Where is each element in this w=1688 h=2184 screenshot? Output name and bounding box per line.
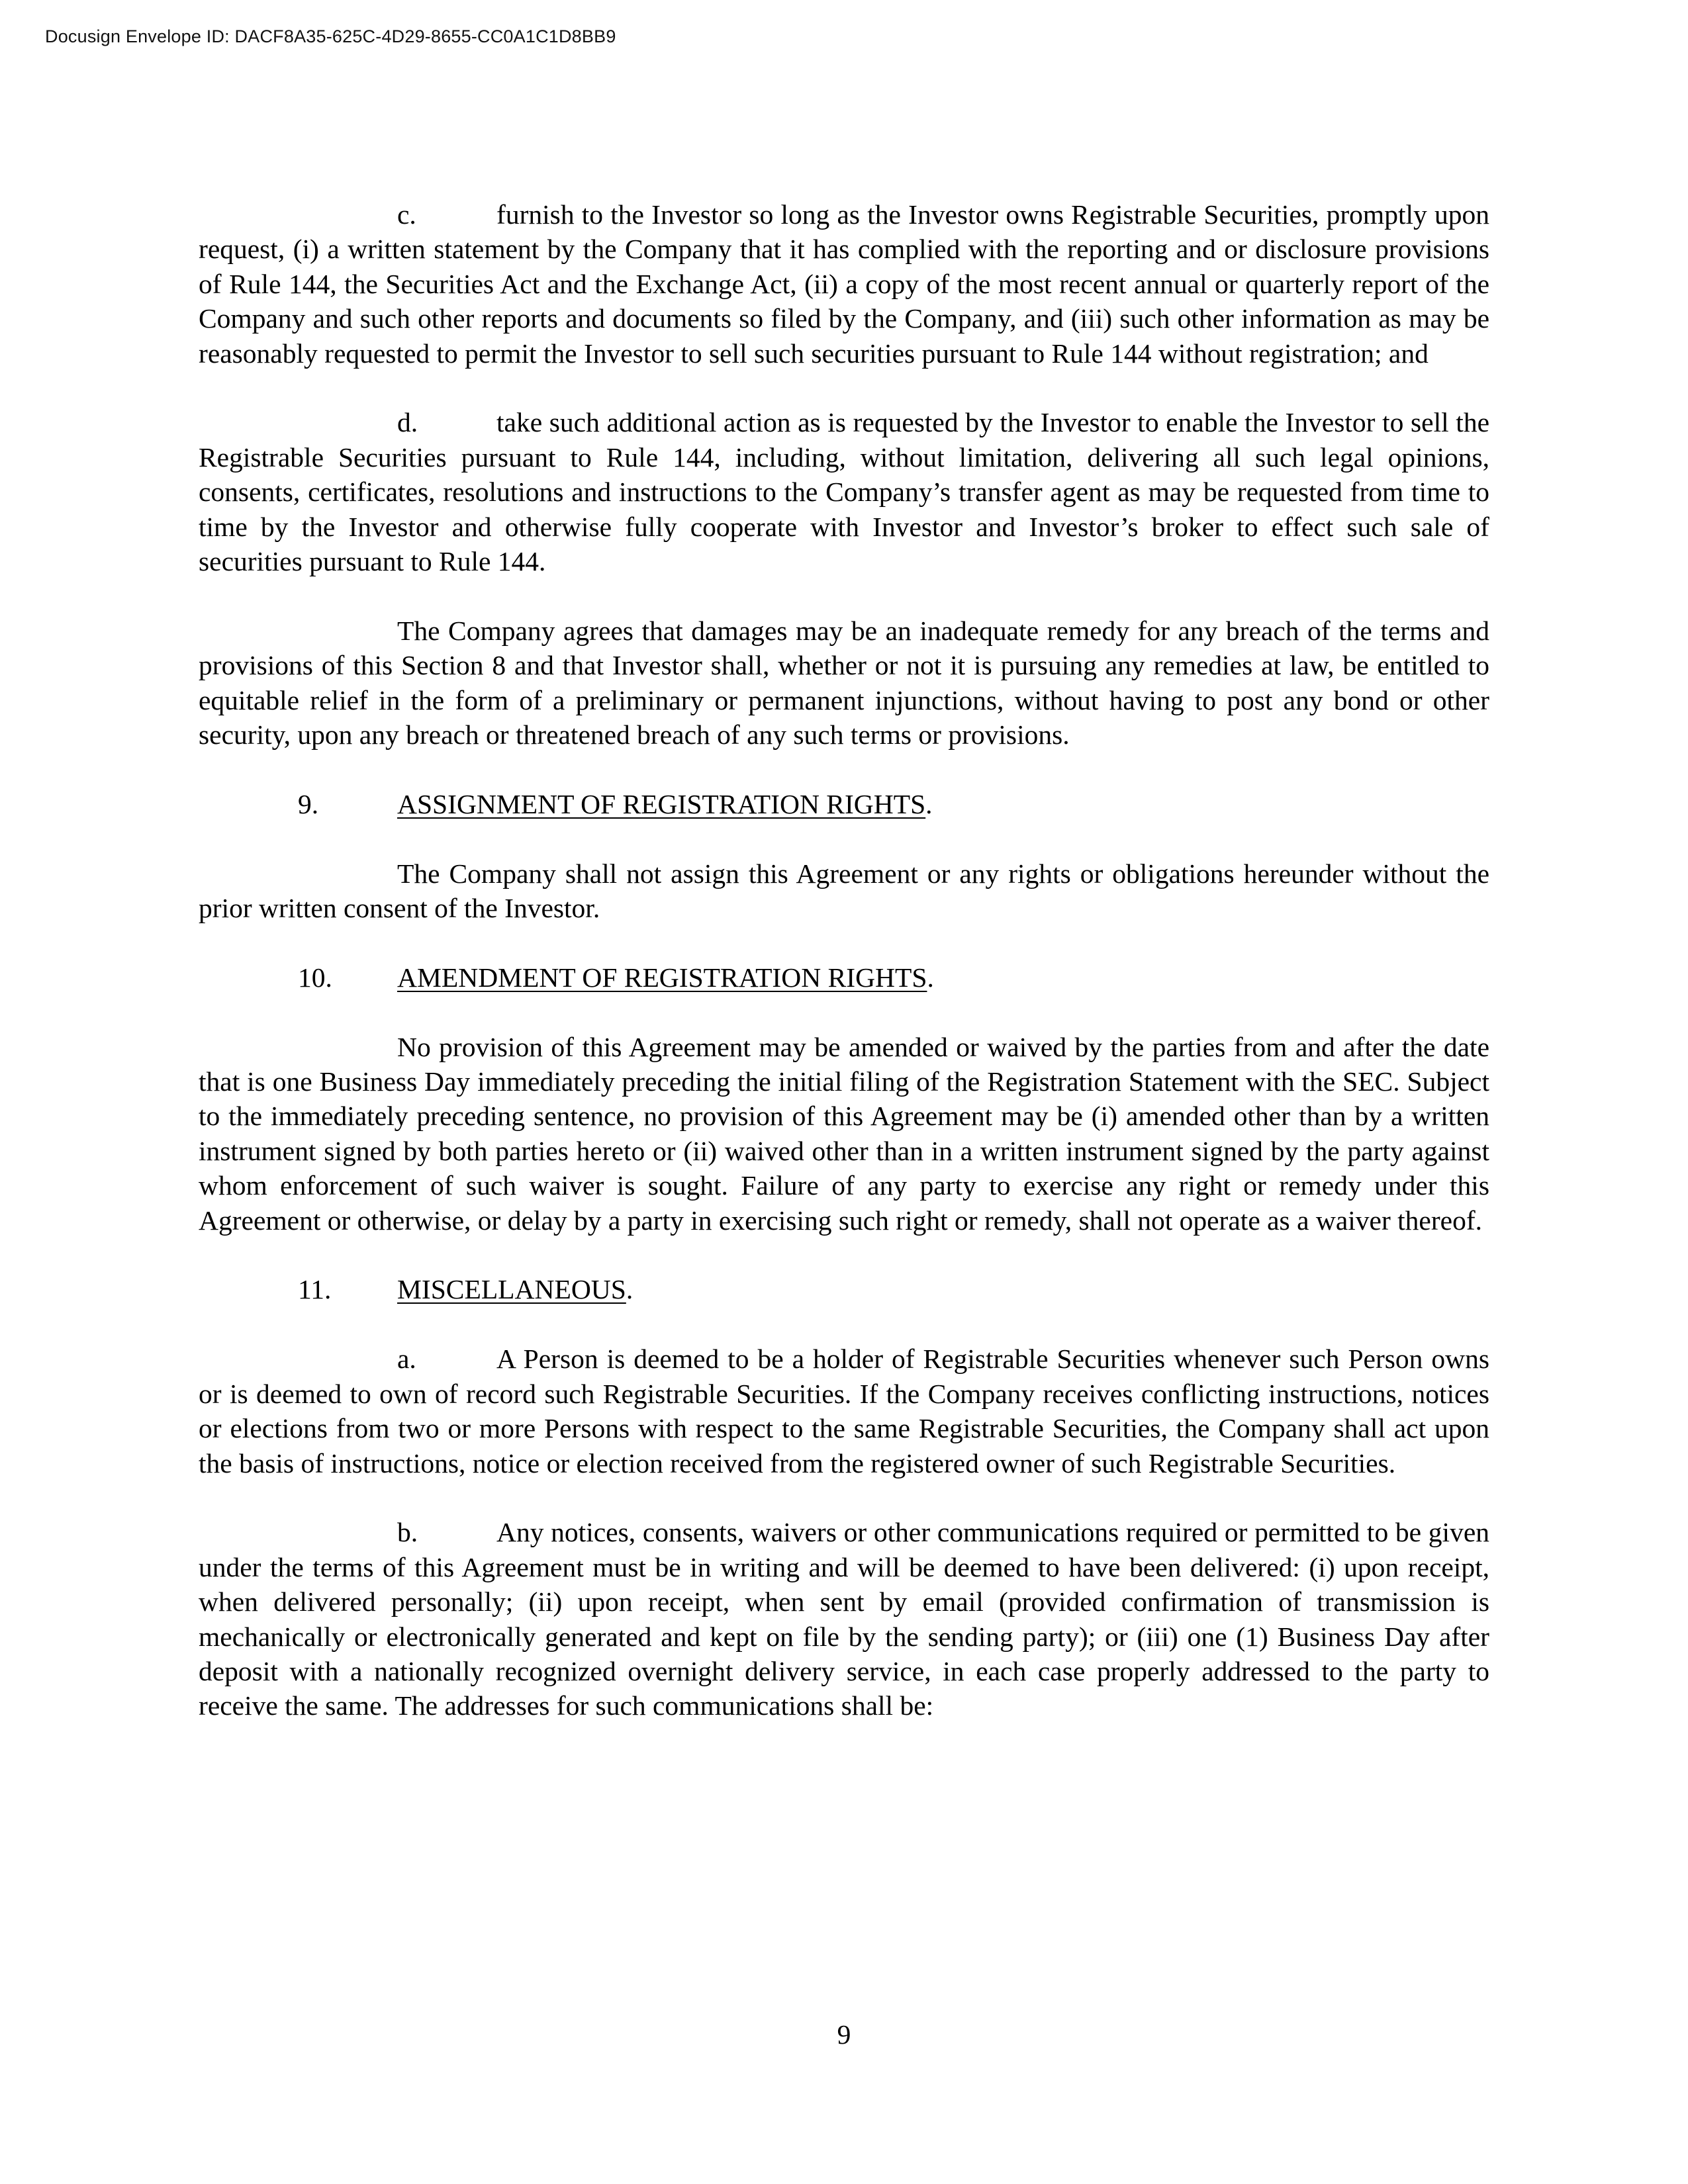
paragraph-label: c. — [397, 199, 416, 230]
paragraph-label: b. — [397, 1517, 418, 1548]
section-title-end: . — [927, 962, 934, 993]
section-title: AMENDMENT OF REGISTRATION RIGHTS — [397, 962, 927, 993]
paragraph-text: furnish to the Investor so long as the Investor owns Registrable Securities, promptly upon request, (i) a written statement by the Company that it has complied with the reporting and or disclosure provisions of Rule 144, the Securities Act and the Exchange Act, (ii) a copy of the most recent annual or quarterly report of the Company and such other reports and documents so filed by the Company, and (iii) such other information as may be reasonably requested to permit the Investor to sell such securities pursuant to Rule 144 without registration; and — [199, 199, 1489, 369]
docusign-envelope-id: Docusign Envelope ID: DACF8A35-625C-4D29-8655-CC0A1C1D8BB9 — [45, 26, 616, 46]
paragraph-misc-b — [199, 1515, 1489, 1723]
paragraph-text: A Person is deemed to be a holder of Registrable Securities whenever such Person owns or is deemed to own of record such Registrable Securities. If the Company receives conflicting instructions, notices or elections from two or more Persons with respect to the same Registrable Securities, the Company shall act upon the basis of instructions, notice or election received from the registered owner of such Registrable Securities. — [199, 1343, 1489, 1479]
section-9-heading — [199, 787, 1489, 821]
paragraph-label: d. — [397, 407, 418, 438]
section-title: ASSIGNMENT OF REGISTRATION RIGHTS — [397, 788, 926, 819]
paragraph-label: a. — [397, 1343, 416, 1375]
section-title-end: . — [626, 1274, 633, 1305]
section-title-end: . — [925, 788, 933, 819]
paragraph-text: take such additional action as is requested by the Investor to enable the Investor to sell the Registrable Securities pursuant to Rule 144, including, without limitation, delivering all such legal opinions, consents, certificates, resolutions and instructions to the Company’s transfer agent as may be requested from time to time by the Investor and otherwise fully cooperate with Investor and Investor’s broker to effect such sale of securities pursuant to Rule 144. — [199, 407, 1489, 577]
paragraph-d — [199, 405, 1489, 578]
section-number: 11. — [298, 1274, 332, 1305]
paragraph-c — [199, 197, 1489, 371]
paragraph-remedy: The Company agrees that damages may be an inadequate remedy for any breach of the terms and provisions of this Section 8 and that Investor shall, whether or not it is pursuing any remedies at law, be entitled to equitable relief in the form of a preliminary or permanent injunctions, without having to post any bond or other security, upon any breach or threatened breach of any such terms or provisions. — [199, 615, 1489, 751]
document-body — [199, 197, 1489, 1723]
section-number: 10. — [298, 962, 332, 993]
section-10-body: No provision of this Agreement may be amended or waived by the parties from and after the date that is one Business Day immediately preceding the initial filing of the Registration Statement with the SEC. Subject to the immediately preceding sentence, no provision of this Agreement may be (i) amended other than by a written instrument signed by both parties hereto or (ii) waived other than in a written instrument signed by the party against whom enforcement of such waiver is sought. Failure of any party to exercise any right or remedy under this Agreement or otherwise, or delay by a party in exercising such right or remedy, shall not operate as a waiver thereof. — [199, 1031, 1489, 1236]
section-10-heading — [199, 960, 1489, 995]
paragraph-misc-a — [199, 1342, 1489, 1480]
section-title: MISCELLANEOUS — [397, 1274, 626, 1305]
page-number: 9 — [837, 2019, 851, 2050]
paragraph-text: Any notices, consents, waivers or other communications required or permitted to be given under the terms of this Agreement must be in writing and will be deemed to have been delivered: (i) upon receipt, when delivered personally; (ii) upon receipt, when sent by email (provided confirmation of transmission is mechanically or electronically generated and kept on file by the sending party); or (iii) one (1) Business Day after deposit with a nationally recognized overnight delivery service, in each case properly addressed to the party to receive the same. The addresses for such communications shall be: — [199, 1517, 1489, 1721]
section-9-body: The Company shall not assign this Agreement or any rights or obligations hereunder without the prior written consent of the Investor. — [199, 858, 1489, 924]
section-11-heading — [199, 1272, 1489, 1306]
section-number: 9. — [298, 788, 319, 819]
